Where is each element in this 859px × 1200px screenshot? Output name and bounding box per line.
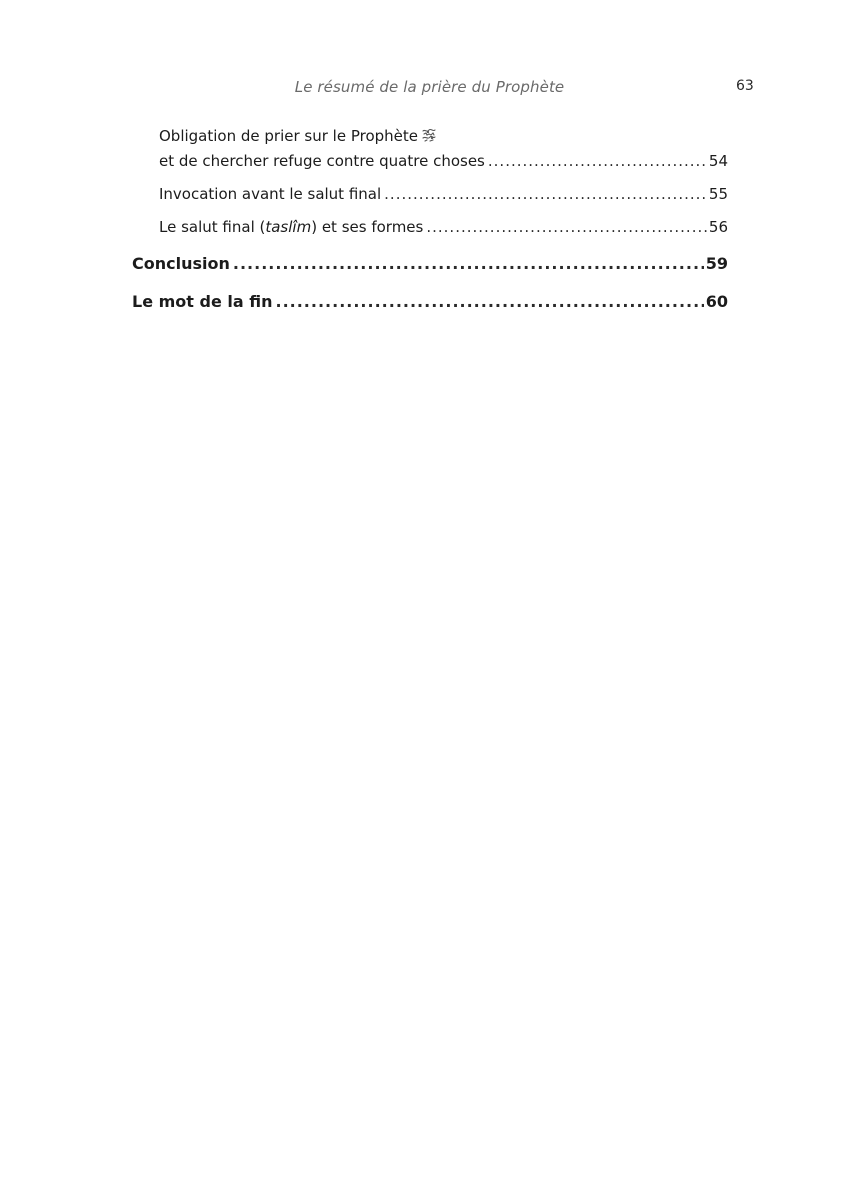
toc-page-number: 54 [708,152,728,170]
toc-entry-term: taslîm [265,218,312,236]
toc-entry-title-after: ) et ses formes [311,218,424,236]
running-title: Le résumé de la prière du Prophète [294,78,565,96]
dot-leader [426,217,707,237]
toc-entry-prayer-obligation-line1 [132,126,728,151]
toc-entry-title [159,217,423,237]
dot-leader [384,184,707,204]
toc-entry-title: Le mot de la fin [132,292,273,311]
toc-entry-title-before: Le salut final ( [159,218,266,236]
toc-page-number: 56 [708,218,728,236]
page-number: 63 [736,78,754,94]
toc-entry-title: Obligation de prier sur le Prophète [159,127,418,145]
toc-entry-final-salutation[interactable] [132,217,728,237]
toc-page-number: 60 [705,292,728,311]
toc-entry-title: Invocation avant le salut final [159,185,382,203]
toc-page-number: 59 [705,254,728,273]
dot-leader [275,291,703,313]
dot-leader [488,151,707,171]
toc-entry-prayer-obligation-line2[interactable] [132,151,728,171]
toc-entry-title: Conclusion [132,254,230,273]
salutation-calligraphy-icon [421,127,437,143]
toc-entry-title: et de chercher refuge contre quatre choses [159,152,485,170]
toc-entry-conclusion[interactable] [132,253,728,275]
toc-page-number: 55 [708,185,728,203]
table-of-contents [132,126,728,313]
toc-entry-final-word[interactable] [132,291,728,313]
toc-entry-invocation[interactable] [132,184,728,204]
dot-leader [233,253,704,275]
